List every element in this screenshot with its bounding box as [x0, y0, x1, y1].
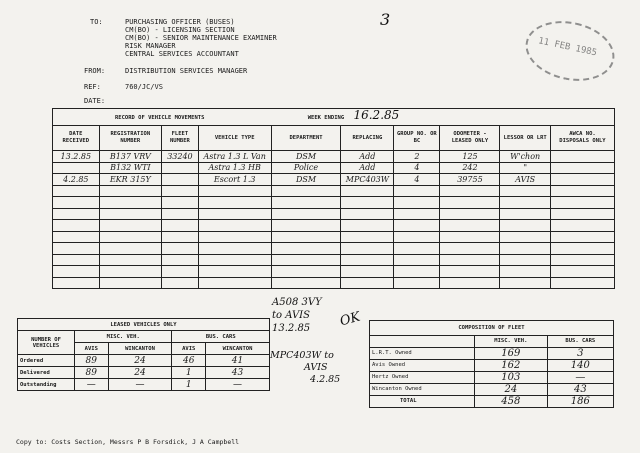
- fleet-body: [370, 347, 614, 395]
- movement-cell: [440, 185, 500, 197]
- leased-value: 46: [172, 355, 206, 367]
- top-mark: 3: [380, 10, 391, 29]
- leased-title: LEASED VEHICLES ONLY: [18, 319, 270, 331]
- movement-cell: 125: [440, 151, 500, 163]
- leased-value: 1: [172, 379, 206, 391]
- movement-cell: [162, 174, 199, 186]
- movement-row: [53, 185, 615, 197]
- movement-row: [53, 197, 615, 209]
- to-label: TO:: [90, 18, 103, 26]
- movement-cell: [198, 266, 271, 278]
- ref-value: 760/JC/VS: [125, 83, 163, 91]
- leased-vehicles-table: [17, 318, 270, 391]
- fleet-row-label: Hertz Owned: [370, 371, 475, 383]
- movement-cell: 242: [440, 162, 500, 174]
- movement-cell: [271, 254, 341, 266]
- movement-cell: Police: [271, 162, 341, 174]
- movement-cell: [53, 185, 100, 197]
- movement-cell: [53, 208, 100, 220]
- note1-line: 13.2.85: [272, 323, 311, 334]
- movement-cell: [341, 231, 394, 243]
- leased-row: [18, 355, 270, 367]
- leased-value: —: [108, 379, 172, 391]
- movement-cell: [162, 162, 199, 174]
- movement-cell: [271, 231, 341, 243]
- movement-cell: [440, 197, 500, 209]
- movement-row: [53, 151, 615, 163]
- movement-cell: [341, 197, 394, 209]
- movement-row: [53, 208, 615, 220]
- movement-cell: [99, 254, 161, 266]
- movement-cell: [198, 220, 271, 232]
- movement-cell: [53, 254, 100, 266]
- movement-cell: Add: [341, 162, 394, 174]
- movement-cell: [500, 254, 550, 266]
- col-vehicle-type: VEHICLE TYPE: [198, 126, 271, 151]
- movement-cell: B137 VRV: [99, 151, 161, 163]
- movement-cell: [394, 266, 440, 278]
- movement-cell: 4.2.85: [53, 174, 100, 186]
- movement-cell: [53, 162, 100, 174]
- week-ending-value: 16.2.85: [353, 108, 400, 122]
- movement-cell: [99, 277, 161, 289]
- note1-line: to AVIS: [272, 310, 310, 321]
- movement-cell: [198, 277, 271, 289]
- movement-cell: 39755: [440, 174, 500, 186]
- movement-cell: [440, 231, 500, 243]
- movement-cell: [440, 266, 500, 278]
- movement-cell: [341, 254, 394, 266]
- leased-row: [18, 367, 270, 379]
- movement-cell: [162, 208, 199, 220]
- movement-cell: [394, 197, 440, 209]
- movement-cell: [440, 254, 500, 266]
- movement-cell: [550, 277, 614, 289]
- fleet-row-label: Wincanton Owned: [370, 383, 475, 395]
- movement-cell: [271, 185, 341, 197]
- movement-row: [53, 220, 615, 232]
- movement-cell: [53, 266, 100, 278]
- movement-cell: [394, 277, 440, 289]
- annotation-tick: OK: [338, 309, 362, 330]
- movement-cell: [99, 220, 161, 232]
- movement-cell: [162, 243, 199, 255]
- fleet-misc-value: 24: [475, 383, 548, 395]
- leased-sub-avis: AVIS: [172, 343, 206, 355]
- movement-cell: EKR 315Y: [99, 174, 161, 186]
- movement-cell: Astra 1.3 HB: [198, 162, 271, 174]
- date-stamp: [520, 13, 620, 88]
- fleet-bus-header: BUS. CARS: [547, 336, 613, 348]
- leased-value: 89: [75, 355, 109, 367]
- movement-cell: [550, 266, 614, 278]
- col-fleet-number: FLEET NUMBER: [162, 126, 199, 151]
- movement-cell: [341, 220, 394, 232]
- movement-cell: AVIS: [500, 174, 550, 186]
- movement-row: [53, 266, 615, 278]
- stamp-text: 11 FEB 1985: [537, 36, 598, 59]
- movement-cell: [500, 208, 550, 220]
- fleet-row: [370, 359, 614, 371]
- movement-cell: 4: [394, 174, 440, 186]
- annotation-note-1: [272, 296, 322, 335]
- movement-cell: [500, 231, 550, 243]
- movement-cell: [500, 277, 550, 289]
- movement-cell: [271, 197, 341, 209]
- movement-cell: [341, 208, 394, 220]
- movement-cell: [550, 151, 614, 163]
- movement-cell: [271, 220, 341, 232]
- note1-line: A508 3VY: [272, 297, 322, 308]
- week-ending-label: WEEK ENDING: [307, 115, 345, 121]
- movement-cell: [198, 208, 271, 220]
- movement-cell: [440, 208, 500, 220]
- movement-cell: 2: [394, 151, 440, 163]
- movement-cell: W'chon: [500, 151, 550, 163]
- leased-sub-wincanton: WINCANTON: [206, 343, 270, 355]
- fleet-title: COMPOSITION OF FLEET: [370, 321, 614, 336]
- movement-cell: [341, 277, 394, 289]
- fleet-blank-header: [370, 336, 475, 348]
- fleet-row: [370, 383, 614, 395]
- note2-line: MPC403W to: [270, 350, 334, 361]
- movement-row: [53, 277, 615, 289]
- movement-cell: [271, 243, 341, 255]
- movement-cell: [550, 174, 614, 186]
- note2-line: 4.2.85: [310, 374, 341, 385]
- movement-cell: [198, 254, 271, 266]
- movement-cell: DSM: [271, 151, 341, 163]
- movement-cell: [394, 185, 440, 197]
- movement-cell: [198, 185, 271, 197]
- movement-cell: [440, 243, 500, 255]
- movement-cell: [99, 231, 161, 243]
- movement-cell: [162, 197, 199, 209]
- movement-cell: Escort 1.3: [198, 174, 271, 186]
- movement-cell: [550, 185, 614, 197]
- leased-value: —: [206, 379, 270, 391]
- movement-cell: [198, 197, 271, 209]
- leased-sub-avis: AVIS: [75, 343, 109, 355]
- fleet-row: [370, 371, 614, 383]
- movement-row: [53, 254, 615, 266]
- col-group: GROUP NO. OR BC: [394, 126, 440, 151]
- leased-bus-header: BUS. CARS: [172, 331, 270, 343]
- to-line: CM(BO) - SENIOR MAINTENANCE EXAMINER: [125, 34, 277, 42]
- leased-row-label: Outstanding: [18, 379, 75, 391]
- movement-cell: [500, 197, 550, 209]
- movement-row: [53, 231, 615, 243]
- fleet-total-bus: 186: [547, 395, 613, 407]
- leased-body: [18, 355, 270, 391]
- fleet-row-label: Avis Owned: [370, 359, 475, 371]
- movement-cell: B132 WTI: [99, 162, 161, 174]
- fleet-total-label: TOTAL: [370, 395, 475, 407]
- movement-cell: [53, 231, 100, 243]
- movement-cell: [341, 243, 394, 255]
- movement-cell: ": [500, 162, 550, 174]
- movement-row: [53, 162, 615, 174]
- movement-cell: MPC403W: [341, 174, 394, 186]
- leased-value: 43: [206, 367, 270, 379]
- col-date-received: DATE RECEIVED: [53, 126, 100, 151]
- movement-cell: [198, 231, 271, 243]
- movement-cell: [550, 231, 614, 243]
- movement-cell: [271, 208, 341, 220]
- movement-cell: [162, 220, 199, 232]
- annotation-note-2: [270, 350, 340, 386]
- to-line: CENTRAL SERVICES ACCOUNTANT: [125, 50, 239, 58]
- movement-cell: [394, 220, 440, 232]
- movement-cell: [99, 197, 161, 209]
- movements-title-row: [53, 109, 615, 126]
- col-replacing: REPLACING: [341, 126, 394, 151]
- fleet-misc-value: 103: [475, 371, 548, 383]
- movement-cell: [500, 185, 550, 197]
- movement-cell: [550, 162, 614, 174]
- movement-cell: [99, 185, 161, 197]
- to-line: RISK MANAGER: [125, 42, 176, 50]
- movements-title: RECORD OF VEHICLE MOVEMENTS: [115, 115, 205, 121]
- movement-cell: [53, 220, 100, 232]
- leased-value: —: [75, 379, 109, 391]
- movement-cell: [99, 243, 161, 255]
- date-label: DATE:: [84, 97, 106, 105]
- to-list: [125, 18, 277, 58]
- col-department: DEPARTMENT: [271, 126, 341, 151]
- movement-cell: [53, 243, 100, 255]
- movement-cell: [53, 277, 100, 289]
- leased-number-label: NUMBER OF VEHICLES: [18, 331, 75, 355]
- movement-cell: [550, 254, 614, 266]
- movement-cell: [550, 220, 614, 232]
- movement-row: [53, 243, 615, 255]
- leased-value: 24: [108, 367, 172, 379]
- note2-line: AVIS: [304, 362, 328, 373]
- movement-cell: [440, 277, 500, 289]
- fleet-bus-value: 140: [547, 359, 613, 371]
- fleet-bus-value: 43: [547, 383, 613, 395]
- fleet-bus-value: —: [547, 371, 613, 383]
- from-value: DISTRIBUTION SERVICES MANAGER: [125, 67, 248, 75]
- movement-cell: [394, 231, 440, 243]
- col-awca: AWCA NO. DISPOSALS ONLY: [550, 126, 614, 151]
- movement-cell: [271, 266, 341, 278]
- movements-body: [53, 151, 615, 289]
- from-label: FROM:: [84, 67, 106, 75]
- leased-sub-wincanton: WINCANTON: [108, 343, 172, 355]
- movement-cell: [341, 266, 394, 278]
- leased-value: 89: [75, 367, 109, 379]
- vehicle-movements-table: [52, 108, 615, 289]
- movement-cell: 13.2.85: [53, 151, 100, 163]
- fleet-row-label: L.R.T. Owned: [370, 347, 475, 359]
- movement-cell: [99, 266, 161, 278]
- movement-cell: [550, 243, 614, 255]
- movement-cell: [341, 185, 394, 197]
- movement-cell: [99, 208, 161, 220]
- movement-cell: [162, 277, 199, 289]
- leased-value: 24: [108, 355, 172, 367]
- movement-cell: [500, 243, 550, 255]
- fleet-bus-value: 3: [547, 347, 613, 359]
- movement-cell: Astra 1.3 L Van: [198, 151, 271, 163]
- movement-cell: [394, 208, 440, 220]
- leased-value: 41: [206, 355, 270, 367]
- leased-value: 1: [172, 367, 206, 379]
- col-lessor: LESSOR OR LRT: [500, 126, 550, 151]
- movement-cell: [394, 254, 440, 266]
- movement-cell: [162, 266, 199, 278]
- movement-cell: [500, 220, 550, 232]
- to-line: PURCHASING OFFICER (BUSES): [125, 18, 235, 26]
- fleet-misc-value: 162: [475, 359, 548, 371]
- col-odometer: ODOMETER - LEASED ONLY: [440, 126, 500, 151]
- movement-cell: [440, 220, 500, 232]
- movement-cell: [550, 208, 614, 220]
- copies-footer: Copy to: Costs Section, Messrs P B Forsdick, J A Campbell: [16, 438, 240, 446]
- movement-cell: 4: [394, 162, 440, 174]
- movement-cell: [53, 197, 100, 209]
- leased-row: [18, 379, 270, 391]
- fleet-composition-table: [369, 320, 614, 408]
- movement-row: [53, 174, 615, 186]
- ref-label: REF:: [84, 83, 101, 91]
- movement-cell: [500, 266, 550, 278]
- to-line: CM(BO) - LICENSING SECTION: [125, 26, 235, 34]
- movement-cell: [198, 243, 271, 255]
- movement-cell: [394, 243, 440, 255]
- movement-cell: DSM: [271, 174, 341, 186]
- leased-row-label: Delivered: [18, 367, 75, 379]
- fleet-total-misc: 458: [475, 395, 548, 407]
- movement-cell: [271, 277, 341, 289]
- movement-cell: [162, 185, 199, 197]
- movement-cell: [162, 254, 199, 266]
- leased-row-label: Ordered: [18, 355, 75, 367]
- fleet-misc-value: 169: [475, 347, 548, 359]
- movement-cell: 33240: [162, 151, 199, 163]
- fleet-misc-header: MISC. VEH.: [475, 336, 548, 348]
- movement-cell: Add: [341, 151, 394, 163]
- col-registration: REGISTRATION NUMBER: [99, 126, 161, 151]
- leased-misc-header: MISC. VEH.: [75, 331, 172, 343]
- movement-cell: [162, 231, 199, 243]
- movement-cell: [550, 197, 614, 209]
- fleet-row: [370, 347, 614, 359]
